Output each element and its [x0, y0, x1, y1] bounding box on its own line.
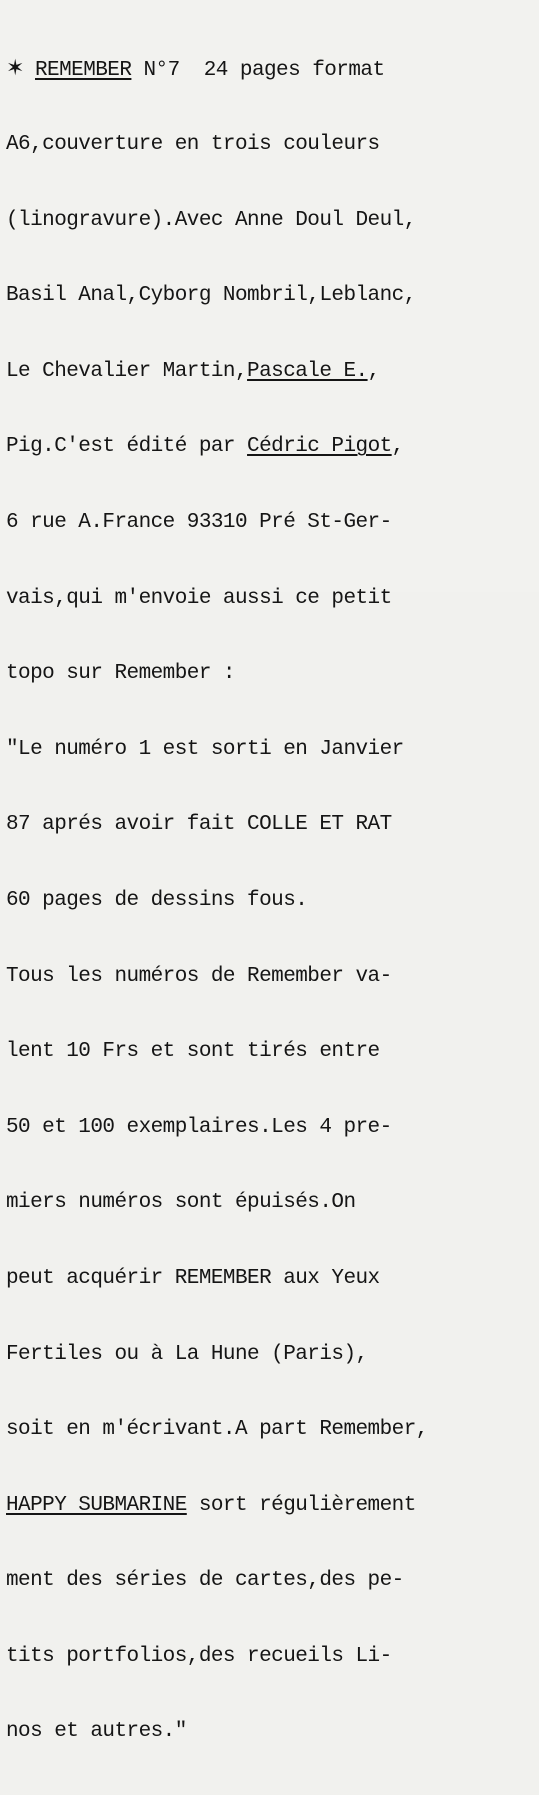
- text-line-18: Fertiles ou à La Hune (Paris),: [6, 1342, 368, 1366]
- line-6-post: ,: [391, 435, 404, 459]
- text-line-10: "Le numéro 1 est sorti en Janvier: [6, 737, 404, 761]
- name-pascale: Pascale E.: [247, 359, 368, 383]
- text-line-2: A6,couverture en trois couleurs: [6, 133, 380, 156]
- text-line-20: [6, 1493, 536, 1518]
- text-line-12: 60 pages de dessins fous.: [6, 888, 308, 912]
- text-line-3: (linogravure).Avec Anne Doul Deul,: [6, 208, 416, 232]
- line-5-pre: Le Chevalier Martin,: [6, 359, 248, 383]
- text-line-23: nos et autres.": [6, 1720, 187, 1744]
- text-line-7: 6 rue A.France 93310 Pré St-Ger-: [6, 510, 392, 534]
- text-line-19: soit en m'écrivant.A part Remember,: [6, 1418, 428, 1442]
- name-cedric-pigot: Cédric Pigot: [247, 435, 392, 459]
- text-line-14: lent 10 Frs et sont tirés entre: [6, 1040, 380, 1064]
- title-remember: REMEMBER: [35, 59, 132, 83]
- text-line-16: miers numéros sont épuisés.On: [6, 1191, 356, 1215]
- text-line-15: 50 et 100 exemplaires.Les 4 pre-: [6, 1115, 392, 1139]
- text-line-17: peut acquérir REMEMBER aux Yeux: [6, 1266, 380, 1290]
- line-6-pre: Pig.C'est édité par: [6, 435, 248, 459]
- line-20-post: sort régulièrement: [186, 1493, 416, 1517]
- text-line-9: topo sur Remember :: [6, 662, 235, 686]
- article-text: [6, 6, 536, 1795]
- text-line-1: [6, 56, 536, 81]
- line-1-rest: N°7 24 pages format: [131, 59, 385, 83]
- text-line-5: [6, 359, 536, 384]
- line-5-post: ,: [367, 359, 380, 383]
- text-line-21: ment des séries de cartes,des pe-: [6, 1569, 404, 1593]
- star-bullet-icon: ✶: [6, 56, 25, 82]
- text-line-4: Basil Anal,Cyborg Nombril,Leblanc,: [6, 284, 416, 308]
- text-line-22: tits portfolios,des recueils Li-: [6, 1644, 392, 1668]
- text-line-11: 87 aprés avoir fait COLLE ET RAT: [6, 813, 392, 837]
- text-line-6: [6, 434, 536, 459]
- text-line-8: vais,qui m'envoie aussi ce petit: [6, 586, 392, 610]
- text-line-13: Tous les numéros de Remember va-: [6, 964, 392, 988]
- title-happy-submarine: HAPPY SUBMARINE: [6, 1493, 187, 1517]
